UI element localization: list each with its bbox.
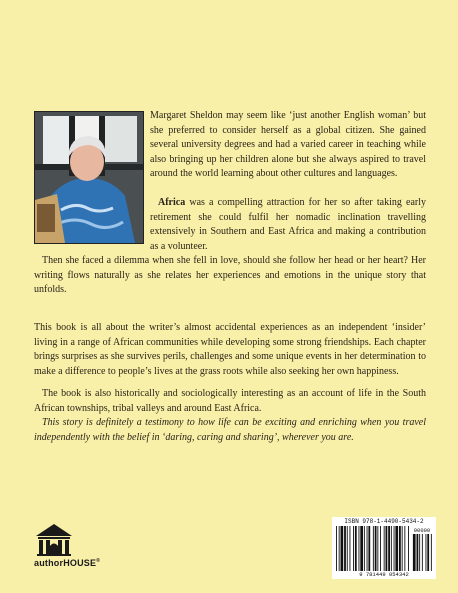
price-code: 90000 — [413, 527, 431, 534]
barcode-price-bar — [413, 534, 416, 571]
barcode-bar — [353, 526, 354, 571]
barcode-bar — [380, 526, 381, 571]
barcode-bar — [373, 526, 374, 571]
barcode-bar — [391, 526, 392, 571]
barcode-price-bar — [419, 534, 420, 571]
barcode-bar — [408, 526, 409, 571]
barcode-bar — [339, 526, 340, 571]
barcode-bar — [399, 526, 401, 571]
barcode-bar — [350, 526, 351, 571]
author-photo-image — [35, 112, 143, 243]
barcode-bar — [347, 526, 348, 571]
barcode-box — [332, 517, 436, 579]
barcode-bar — [395, 526, 398, 571]
isbn-text: ISBN 978-1-4490-5434-2 — [344, 518, 424, 525]
barcode-bar — [360, 526, 363, 571]
barcode-bar — [364, 526, 365, 571]
africa-word: Africa — [158, 197, 186, 208]
barcode-bar — [386, 526, 388, 571]
barcode-bar — [402, 526, 403, 571]
testimony-paragraph: This story is definitely a testimony to how life can be exciting and enriching when you travel independently with the belief in ‘daring, caring and sharing’, wherever you are. — [34, 417, 426, 443]
barcode-bar — [404, 526, 405, 571]
barcode-bar — [355, 526, 357, 571]
barcode-price-bar — [427, 534, 429, 571]
barcode-bar — [367, 526, 368, 571]
publisher-name: authorHOUSE® — [34, 558, 101, 568]
barcode-bar — [377, 526, 378, 571]
barcode-bar — [341, 526, 344, 571]
africa-paragraph — [150, 196, 426, 254]
barcode-price-bar — [422, 534, 423, 571]
intro-paragraph: Margaret Sheldon may seem like ‘just another English woman’ but she preferred to consider herself as a global citizen. She gained several university degrees and had a varied career in teaching while also bringing up her children alone but she always aspired to travel around the world learning about other cultures and languages. — [150, 110, 426, 180]
barcode-digits: 9 781449 054342 — [359, 571, 409, 578]
history-paragraph: The book is also historically and sociologically interesting as an account of life in the South African townships, tribal valleys and around East Africa. — [34, 388, 426, 414]
barcode-bar — [344, 526, 346, 571]
africa-paragraph-rest: was a compelling attraction for her so after taking early retirement she could fulfil her nomadic inclination travelling extensively in Southern and East Africa and making a contribution as a volunteer. — [150, 197, 426, 252]
barcode-bar — [368, 526, 370, 571]
author-photo — [34, 111, 144, 244]
barcode-bar — [394, 526, 395, 571]
barcode-price-bar — [431, 534, 432, 571]
barcode-bar — [336, 526, 337, 571]
book-paragraph: This book is all about the writer’s almost accidental experiences as an independent ‘insider’ living in a range of African communities while developing some strong friendships. Each chapter brings surprises as she survives perils, challenges and some unique events in her determination to make a difference to people’s lives at the grass roots while also seeking her own happiness. — [34, 322, 426, 377]
barcode-bar — [375, 526, 377, 571]
barcode-bars — [336, 526, 432, 571]
barcode-price-bar — [426, 534, 427, 571]
barcode-price-bar — [417, 534, 419, 571]
barcode-bar — [388, 526, 390, 571]
dilemma-paragraph: Then she faced a dilemma when she fell in love, should she follow her head or her heart? Her writing flows naturally as she relates her experiences and emotions in the unique story that unfolds. — [34, 255, 426, 296]
barcode-bar — [359, 526, 360, 571]
barcode-bar — [384, 526, 385, 571]
